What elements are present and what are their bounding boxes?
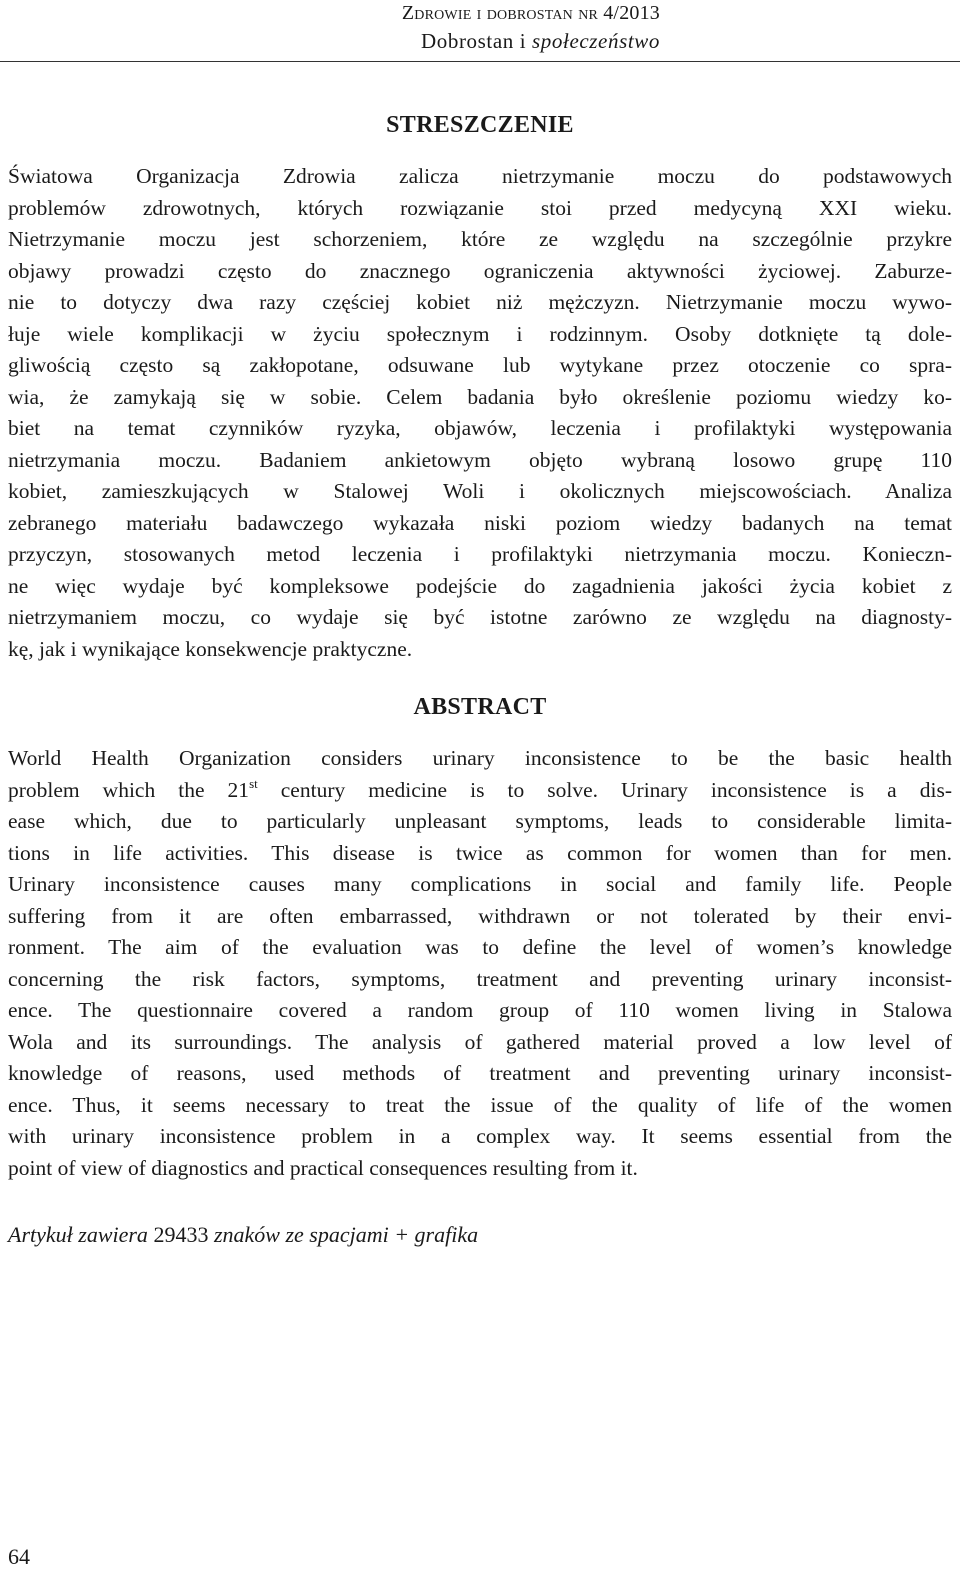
page-number: 64 (8, 1544, 30, 1569)
text-line: ence. The questionnaire covered a random group of 110 women living in Stalowa (8, 998, 952, 1022)
text-line: kę, jak i wynikające konsekwencje praktyczne. (8, 636, 413, 661)
journal-name: Zdrowie i dobrostan (401, 2, 573, 24)
abstract-title: ABSTRACT (413, 694, 547, 720)
text-line: gliwością często są zakłopotane, odsuwane lub wytykane przez otoczenie co spra- (8, 353, 952, 377)
text-line: suffering from it are often embarrassed, withdrawn or not tolerated by their envi- (8, 903, 952, 928)
note-text: Artykuł zawiera (8, 1222, 148, 1247)
text-line: biet na temat czynników ryzyka, objawów, leczenia i profilaktyki występowania (8, 416, 952, 440)
text-line: nietrzymaniem moczu, co wydaje się być istotne zarówno ze względu na diagnosty- (8, 605, 952, 629)
text-line: zebranego materiału badawczego wykazała niski poziom wiedzy badanych na temat (8, 510, 952, 535)
text-line: point of view of diagnostics and practical consequences resulting from it. (8, 1155, 638, 1180)
text-line: wia, że zamykają się w sobie. Celem badania było określenie poziomu wiedzy ko- (8, 384, 952, 409)
article-length-note (8, 1222, 478, 1248)
abstract-body (8, 743, 952, 1184)
text-line: ronment. The aim of the evaluation was to define the level of women’s knowledge (8, 935, 952, 959)
running-header (0, 0, 960, 62)
text-line: World Health Organization considers urinary inconsistence to be the basic health (8, 746, 952, 770)
section-name (421, 29, 660, 54)
streszczenie-title: STRESZCZENIE (386, 112, 574, 138)
text-line: with urinary inconsistence problem in a complex way. It seems essential from the (8, 1124, 952, 1148)
text-line: Światowa Organizacja Zdrowia zalicza nietrzymanie moczu do podstawowych (8, 164, 952, 188)
journal-issue: nr 4/2013 (578, 2, 660, 24)
text-line: objawy prowadzi często do znacznego ograniczenia aktywności życiowej. Zaburze- (8, 258, 952, 283)
streszczenie-body (8, 161, 952, 665)
text-line: nietrzymania moczu. Badaniem ankietowym objęto wybraną losowo grupę 110 (8, 447, 952, 472)
text-line: problemów zdrowotnych, których rozwiązanie stoi przed medycyną XXI wieku. (8, 195, 952, 220)
text-line: przyczyn, stosowanych metod leczenia i profilaktyki nietrzymania moczu. Konieczn- (8, 542, 952, 566)
text-line: ease which, due to particularly unpleasant symptoms, leads to considerable limita- (8, 809, 952, 833)
text-line: kobiet, zamieszkujących w Stalowej Woli i okolicznych miejscowościach. Analiza (8, 479, 952, 503)
text-line: knowledge of reasons, used methods of treatment and preventing urinary inconsist- (8, 1061, 952, 1085)
text-fragment: problem which the 21 (8, 777, 250, 802)
journal-title (402, 2, 660, 25)
text-line: ence. Thus, it seems necessary to treat the issue of the quality of life of the women (8, 1092, 952, 1117)
text-fragment: century medicine is to solve. Urinary inconsistence is a dis- (257, 777, 952, 802)
text-line: Wola and its surroundings. The analysis of gathered material proved a low level of (8, 1029, 952, 1054)
section-name-plain: Dobrostan i (421, 29, 527, 53)
text-line (8, 775, 952, 807)
ordinal-suffix: st (249, 775, 258, 791)
text-line: łuje wiele komplikacji w życiu społecznym i rodzinnym. Osoby dotknięte tą dole- (8, 321, 952, 346)
character-count: 29433 (153, 1222, 209, 1247)
text-line: Urinary inconsistence causes many complications in social and family life. People (8, 872, 952, 896)
text-line: concerning the risk factors, symptoms, treatment and preventing urinary inconsist- (8, 966, 952, 991)
text-line: nie to dotyczy dwa razy częściej kobiet niż mężczyzn. Nietrzymanie moczu wywo- (8, 290, 952, 314)
text-line: ne więc wydaje być kompleksowe podejście do zagadnienia jakości życia kobiet z (8, 573, 952, 598)
text-line: tions in life activities. This disease is twice as common for women than for men. (8, 840, 952, 865)
text-line: Nietrzymanie moczu jest schorzeniem, które ze względu na szczególnie przykre (8, 227, 952, 251)
section-name-italic: społeczeństwo (532, 29, 660, 53)
note-text: znaków ze spacjami + grafika (213, 1222, 479, 1247)
